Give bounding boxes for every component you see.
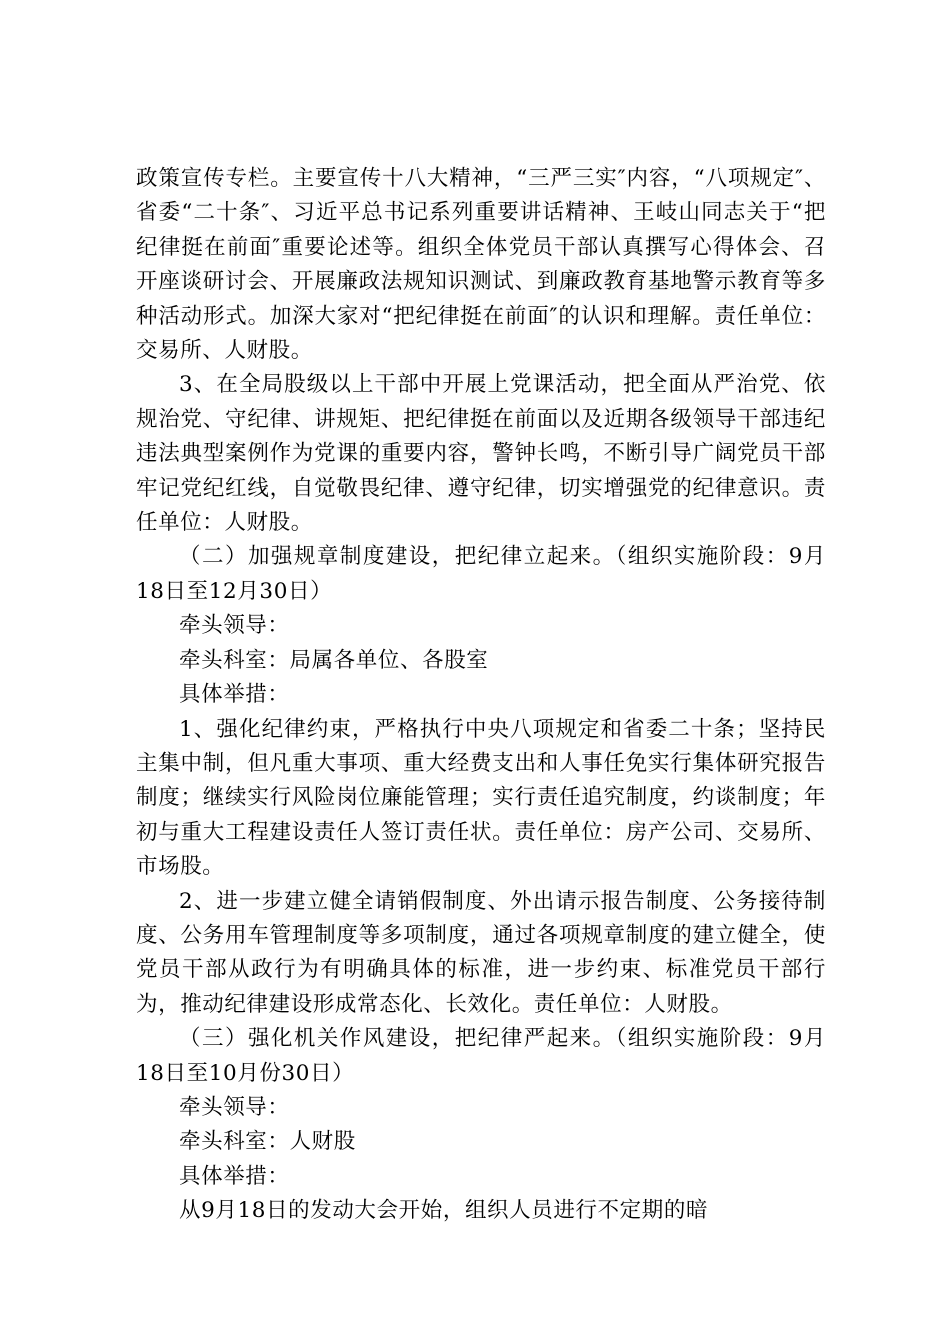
- lead-department-line: 牵头科室：局属各单位、各股室: [179, 647, 489, 673]
- section-heading-work-style: （三）强化机关作风建设，把纪律严起来。（组织实施阶段：9月18日至10月份30日）: [136, 1026, 826, 1086]
- lead-leader-label: 牵头领导：: [179, 1094, 290, 1120]
- measures-label: 具体举措：: [179, 682, 290, 708]
- lead-department-line: 牵头科室：人财股: [179, 1129, 356, 1155]
- paragraph-institution-building: 2、进一步建立健全请销假制度、外出请示报告制度、公务接待制度、公务用车管理制度等多项制度，通过各项规章制度的建立健全，使党员干部从政行为有明确具体的标准，进一步约束、标准党员干部行为，推动纪律建设形成常态化、长效化。责任单位：人财股。: [136, 888, 826, 1017]
- paragraph-discipline-constraint: 1、强化纪律约束，严格执行中央八项规定和省委二十条；坚持民主集中制，但凡重大事项、重大经费支出和人事任免实行集体研究报告制度；继续实行风险岗位廉能管理；实行责任追究制度，约谈制度；年初与重大工程建设责任人签订责任状。责任单位：房产公司、交易所、市场股。: [136, 716, 826, 880]
- section-heading-rules-system: （二）加强规章制度建设，把纪律立起来。（组织实施阶段：9月18日至12月30日）: [136, 544, 826, 604]
- document-page: [136, 162, 826, 1229]
- measures-label: 具体举措：: [179, 1163, 290, 1189]
- paragraph-publicity-column: 政策宣传专栏。主要宣传十八大精神，“三严三实″内容，“八项规定″、省委“二十条″、习近平总书记系列重要讲话精神、王岐山同志关于“把纪律挺在前面″重要论述等。组织全体党员干部认真撰写心得体会、召开座谈研讨会、开展廉政法规知识测试、到廉政教育基地警示教育等多种活动形式。加深大家对“把纪律挺在前面″的认识和理解。责任单位：交易所、人财股。: [136, 166, 826, 364]
- paragraph-inspection-start: 从9月18日的发动大会开始，组织人员进行不定期的暗: [179, 1198, 709, 1224]
- paragraph-party-lecture: 3、在全局股级以上干部中开展上党课活动，把全面从严治党、依规治党、守纪律、讲规矩、把纪律挺在前面以及近期各级领导干部违纪违法典型案例作为党课的重要内容，警钟长鸣，不断引导广阔党员干部牢记党纪红线，自觉敬畏纪律、遵守纪律，切实增强党的纪律意识。责任单位：人财股。: [136, 372, 826, 536]
- lead-leader-label: 牵头领导：: [179, 613, 290, 639]
